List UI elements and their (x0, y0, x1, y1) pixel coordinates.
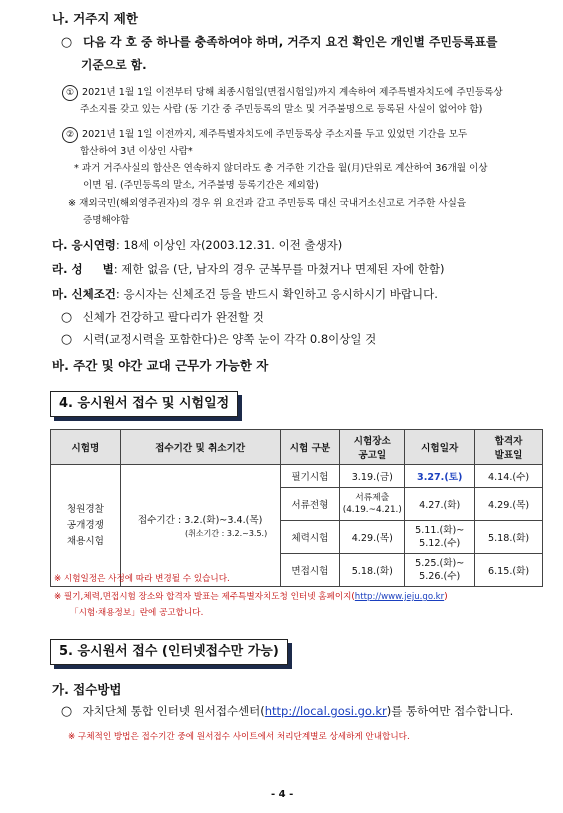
residence-heading: 나. 거주지 제한 (52, 11, 138, 26)
header-type: 시험 구분 (280, 430, 340, 465)
exam-name-cell: 청원경찰 공개경쟁 채용시험 (51, 465, 121, 587)
residence-item-2: ② 2021년 1월 1일 이전까지, 제주특별자치도에 주민등록상 주소지를 두고 있었던 기간을 모두 (62, 126, 467, 143)
date-cell: 5.25.(화)~ 5.26.(수) (405, 554, 475, 587)
venue-cell: 5.18.(화) (340, 554, 405, 587)
residence-bullet-cont: 기준으로 함. (81, 58, 147, 72)
schedule-table (50, 429, 543, 587)
circle-bullet-icon: ○ (60, 332, 73, 347)
circle-bullet-icon: ○ (60, 704, 73, 719)
venue-cell: 서류제출 (4.19.~4.21.) (340, 488, 405, 521)
type-cell: 체력시험 (280, 521, 340, 554)
body-cond-bullet-1: ○ 신체가 건강하고 팔다리가 완전할 것 (60, 310, 264, 325)
type-cell: 필기시험 (280, 465, 340, 488)
residence-note-1: * 과거 거주사실의 합산은 연속하지 않더라도 총 거주한 기간을 월(月)단위로 계산하여 36개월 이상 (74, 163, 488, 174)
schedule-note-1: ※ 시험일정은 사정에 따라 변경될 수 있습니다. (54, 574, 230, 584)
header-exam-date: 시험일자 (405, 430, 475, 465)
cancel-text: (취소기간 : 3.2.~3.5.) (185, 529, 268, 538)
gosi-link[interactable]: http://local.gosi.go.kr (264, 704, 387, 718)
venue-cell: 4.29.(목) (340, 521, 405, 554)
age-label: 다. 응시연령 (52, 238, 116, 252)
schedule-note-2-cont: 「시험·채용정보」란에 공고합니다. (70, 608, 204, 618)
result-cell: 4.29.(목) (475, 488, 543, 521)
number-1-icon: ① (62, 85, 78, 101)
section-4-title: 4. 응시원서 접수 및 시험일정 (50, 391, 238, 417)
gender-row (52, 261, 445, 277)
section-5-bullet: ○ 자치단체 통합 인터넷 원서접수센터(http://local.gosi.go.kr)를 통하여만 접수합니다. (60, 704, 514, 719)
residence-note-2: ※ 재외국민(해외영주권자)의 경우 위 요건과 같고 주민등록 대신 국내거소신고로 거주한 사실을 (68, 198, 467, 209)
page-number: - 4 - (271, 789, 294, 800)
period-text: 접수기간 : 3.2.(화)~3.4.(목) (137, 515, 263, 526)
residence-item-2-cont: 합산하여 3년 이상인 사람* (80, 146, 193, 157)
body-cond-label: 마. 신체조건 (52, 287, 116, 301)
residence-bullet: ○ 다음 각 호 중 하나를 충족하여야 하며, 거주지 요건 확인은 개인별 주민등록표를 (60, 35, 498, 50)
table-row (51, 465, 543, 488)
type-cell: 서류전형 (280, 488, 340, 521)
residence-item-1-cont: 주소지를 갖고 있는 사람 (동 기간 중 주민등록의 말소 및 거주불명으로 등록된 사실이 없어야 함) (80, 104, 483, 115)
header-result-date: 합격자 발표일 (475, 430, 543, 465)
residence-item-1: ① 2021년 1월 1일 이전부터 당해 최종시험일(면접시험일)까지 계속하여 제주특별자치도에 주민등록상 (62, 84, 503, 101)
circle-bullet-icon: ○ (60, 310, 73, 325)
section-5-sub: 가. 접수방법 (52, 682, 122, 697)
period-cell (120, 465, 280, 587)
section-5-note: ※ 구체적인 방법은 접수기간 중에 원서접수 사이트에서 처리단계별로 상세하게 안내합니다. (68, 732, 410, 742)
schedule-note-2: ※ 필기,체력,면접시험 장소와 합격자 발표는 제주특별자치도청 인터넷 홈페이지(http://www.jeju.go.kr) (54, 592, 448, 602)
type-cell: 면접시험 (280, 554, 340, 587)
circle-bullet-icon: ○ (60, 35, 73, 50)
header-exam-name: 시험명 (51, 430, 121, 465)
result-cell: 4.14.(수) (475, 465, 543, 488)
date-cell: 5.11.(화)~ 5.12.(수) (405, 521, 475, 554)
body-cond-row (52, 286, 438, 302)
header-venue-date: 시험장소 공고일 (340, 430, 405, 465)
body-cond-text: : 응시자는 신체조건 등을 반드시 확인하고 응시하시기 바랍니다. (115, 287, 438, 301)
residence-note-1-cont: 이면 됨. (주민등록의 말소, 거주불명 등록기간은 제외함) (83, 180, 319, 191)
jeju-homepage-link[interactable]: http://www.jeju.go.kr (354, 592, 445, 602)
number-2-icon: ② (62, 127, 78, 143)
gender-text: : 제한 없음 (단, 남자의 경우 군복무를 마쳤거나 면제된 자에 한함) (113, 262, 445, 276)
body-cond-bullet-2: ○ 시력(교정시력을 포함한다)은 양쪽 눈이 각각 0.8이상일 것 (60, 332, 377, 347)
date-cell: 3.27.(토) (405, 465, 475, 488)
result-cell: 5.18.(화) (475, 521, 543, 554)
shift-text: 바. 주간 및 야간 교대 근무가 가능한 자 (52, 358, 269, 373)
age-text: : 18세 이상인 자(2003.12.31. 이전 출생자) (115, 238, 343, 252)
section-5-title: 5. 응시원서 접수 (인터넷접수만 가능) (50, 639, 288, 665)
result-cell: 6.15.(화) (475, 554, 543, 587)
residence-note-2-cont: 증명해야함 (83, 215, 130, 226)
venue-cell: 3.19.(금) (340, 465, 405, 488)
date-cell: 4.27.(화) (405, 488, 475, 521)
age-row (52, 237, 342, 253)
schedule-header-row (51, 430, 543, 465)
header-period: 접수기간 및 취소기간 (120, 430, 280, 465)
gender-label: 라. 성 별 (52, 262, 114, 276)
